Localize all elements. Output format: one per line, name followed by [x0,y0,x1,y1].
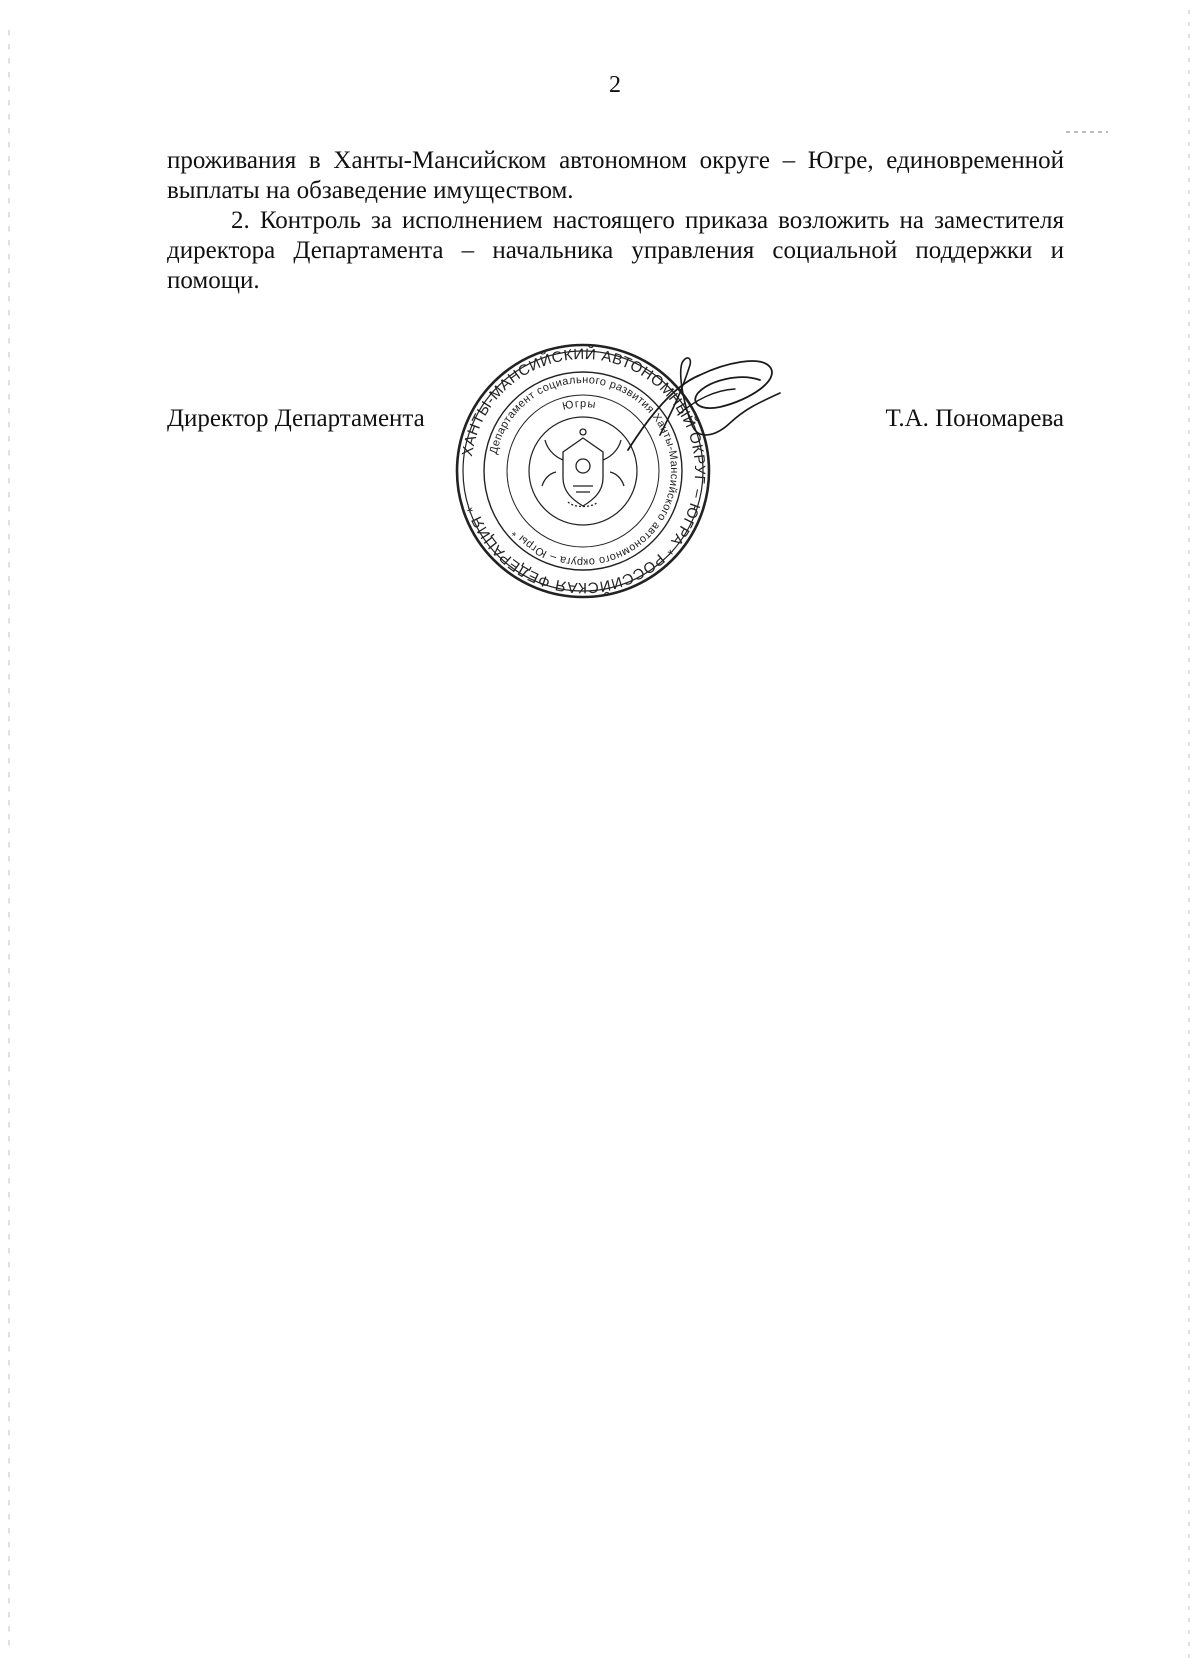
svg-text:Югры [561,398,597,413]
seal-inner-text: Югры [561,397,598,413]
handwritten-signature [620,345,785,460]
scan-edge-left [8,30,10,1650]
scan-mark [1066,131,1108,133]
coat-of-arms-icon [542,429,624,507]
seal-middle-text: Департамент социального развития Ханты-Мансийского автономного округа – Югры * [487,373,681,569]
scan-edge-right [1188,10,1190,1660]
paragraph-item-2: 2. Контроль за исполнением настоящего приказа возложить на заместителя директора Департамента – начальника управления социальной поддержки и помощи. [167,207,1064,294]
signatory-position: Директор Департамента [167,405,425,432]
page-number: 2 [609,72,621,98]
document-body [167,146,1064,296]
paragraph-continuation: проживания в Ханты-Мансийском автономном округе – Югре, единовременной выплаты на обзаведение имуществом. [167,147,1064,204]
seal-outer-text: ХАНТЫ-МАНСИЙСКИЙ АВТОНОМНЫЙ ОКРУГ – ЮГРА * РОССИЙСКАЯ ФЕДЕРАЦИЯ * [458,345,709,597]
signatory-name: Т.А. Пономарева [885,405,1064,432]
